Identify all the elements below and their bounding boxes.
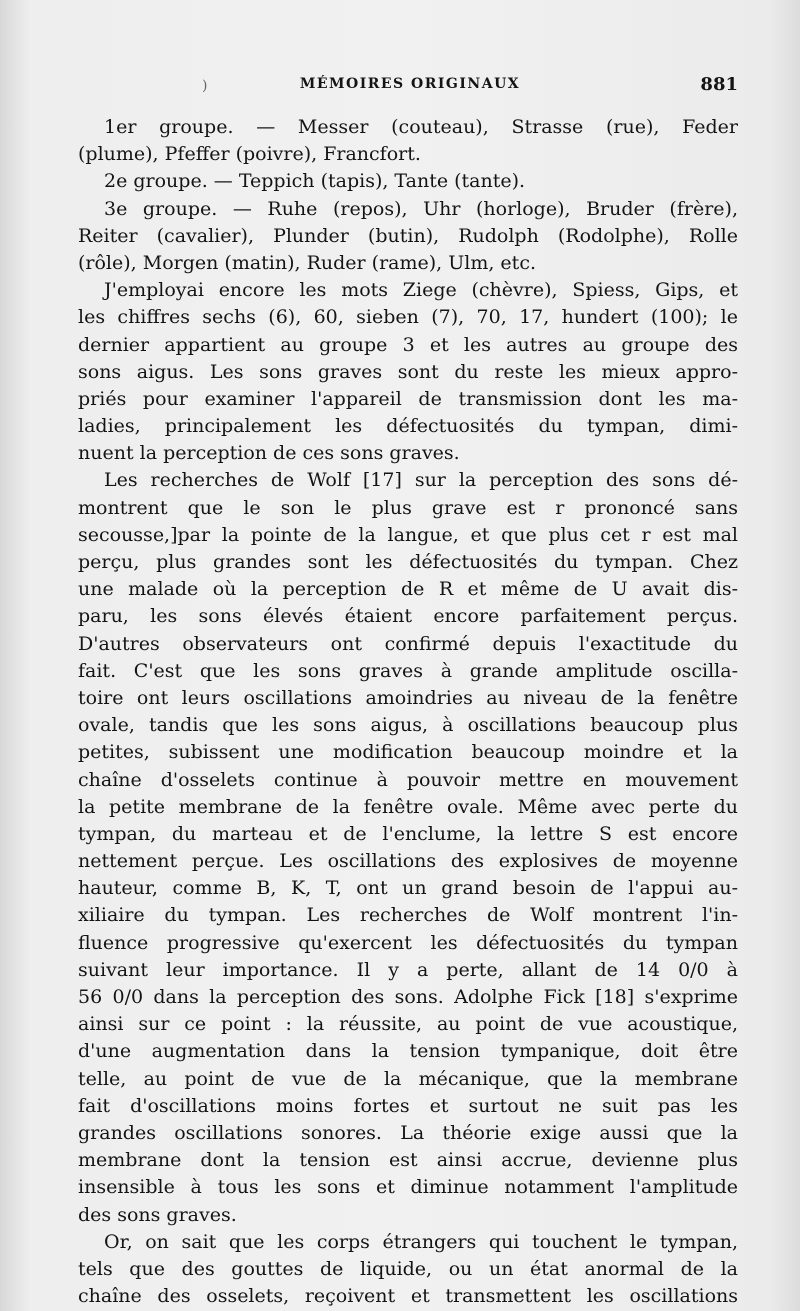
text-line: hauteur, comme B, K, T, ont un grand besoin de l'appui au- — [78, 877, 738, 900]
text-line: petites, subissent une modification beaucoup moindre et la — [78, 741, 738, 764]
text-line: telle, au point de vue de la mécanique, que la membrane — [78, 1067, 738, 1090]
text-line: Or, on sait que les corps étrangers qui touchent le tympan, — [104, 1230, 738, 1253]
page-number: 881 — [700, 74, 738, 95]
text-line: Reiter (cavalier), Plunder (butin), Rudolph (Rodolphe), Rolle — [78, 224, 738, 247]
text-line: paru, les sons élevés étaient encore parfaitement perçus. — [78, 605, 738, 628]
text-line: membrane dont la tension est ainsi accrue, devienne plus — [78, 1149, 738, 1172]
text-line: une malade où la perception de R et même de U avait dis- — [78, 578, 738, 601]
text-line: d'une augmentation dans la tension tympanique, doit être — [78, 1040, 738, 1063]
text-line: des sons graves. — [78, 1203, 237, 1226]
text-line: D'autres observateurs ont confirmé depuis l'exactitude du — [78, 632, 738, 655]
text-line: secousse,]par la pointe de la langue, et que plus cet r est mal — [78, 523, 738, 546]
text-line: montrent que le son le plus grave est r prononcé sans — [78, 496, 738, 519]
text-line: priés pour examiner l'appareil de transmission dont les ma- — [78, 387, 738, 410]
text-line: J'employai encore les mots Ziege (chèvre), Spiess, Gips, et — [104, 279, 738, 302]
text-line: Les recherches de Wolf [17] sur la perception des sons dé- — [104, 469, 738, 492]
text-line: ainsi sur ce point : la réussite, au point de vue acoustique, — [78, 1013, 738, 1036]
text-line: 1er groupe. — Messer (couteau), Strasse (rue), Feder — [104, 116, 738, 138]
text-line: fluence progressive qu'exercent les défectuosités du tympan — [78, 931, 738, 954]
text-line: chaîne d'osselets continue à pouvoir mettre en mouvement — [78, 768, 738, 791]
text-line: xiliaire du tympan. Les recherches de Wolf montrent l'in- — [78, 904, 738, 927]
text-line: toire ont leurs oscillations amoindries au niveau de la fenêtre — [78, 686, 738, 709]
text-line: nuent la perception de ces sons graves. — [78, 442, 460, 465]
text-line: (rôle), Morgen (matin), Ruder (rame), Ulm, etc. — [78, 251, 536, 274]
text-line: (plume), Pfeffer (poivre), Francfort. — [78, 143, 421, 166]
text-line: fait d'oscillations moins fortes et surtout ne suit pas les — [78, 1094, 738, 1117]
text-line: tels que des gouttes de liquide, ou un état anormal de la — [78, 1257, 738, 1280]
text-line: fait. C'est que les sons graves à grande amplitude oscilla- — [78, 659, 738, 682]
text-line: les chiffres sechs (6), 60, sieben (7), 70, 17, hundert (100); le — [78, 306, 738, 329]
text-line: tympan, du marteau et de l'enclume, la lettre S est encore — [78, 822, 738, 845]
body-text — [78, 114, 738, 1310]
text-line: 56 0/0 dans la perception des sons. Adolphe Fick [18] s'exprime — [78, 986, 738, 1008]
text-line: la petite membrane de la fenêtre ovale. Même avec perte du — [78, 795, 738, 818]
text-line: dernier appartient au groupe 3 et les autres au groupe des — [78, 333, 738, 356]
text-line: insensible à tous les sons et diminue notamment l'amplitude — [78, 1176, 738, 1199]
text-line: 2e groupe. — Teppich (tapis), Tante (tante). — [104, 170, 526, 193]
text-line: perçu, plus grandes sont les défectuosités du tympan. Chez — [78, 551, 738, 573]
text-line: ovale, tandis que les sons aigus, à oscillations beaucoup plus — [78, 714, 738, 737]
running-header — [80, 74, 740, 104]
text-line: chaîne des osselets, reçoivent et transmettent les oscillations — [78, 1285, 738, 1308]
text-line: nettement perçue. Les oscillations des explosives de moyenne — [78, 850, 738, 873]
text-line: sons aigus. Les sons graves sont du reste les mieux appro- — [78, 360, 738, 383]
running-title: MÉMOIRES ORIGINAUX — [299, 76, 521, 92]
text-line: ladies, principalement les défectuosités du tympan, dimi- — [78, 415, 738, 438]
text-line: grandes oscillations sonores. La théorie exige aussi que la — [78, 1121, 738, 1144]
header-mark: ) — [202, 78, 208, 94]
text-line: suivant leur importance. Il y a perte, allant de 14 0/0 à — [78, 958, 738, 981]
text-line: 3e groupe. — Ruhe (repos), Uhr (horloge), Bruder (frère), — [104, 197, 738, 220]
